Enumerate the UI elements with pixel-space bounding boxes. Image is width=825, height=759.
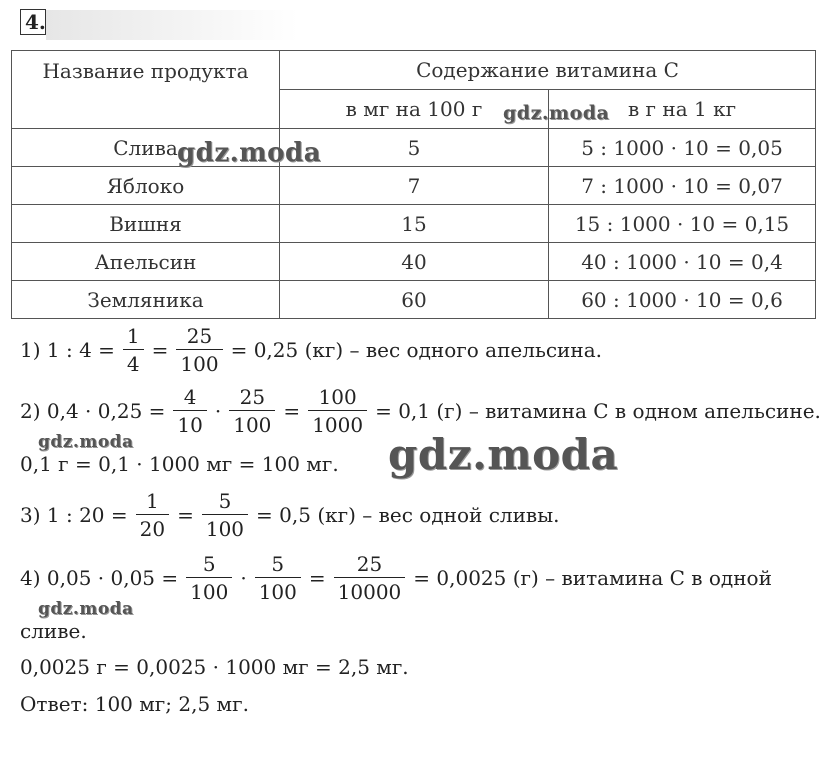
mg-value: 60 <box>280 281 549 319</box>
fraction <box>202 491 248 539</box>
product-name: Яблоко <box>12 167 280 205</box>
answer-line: Ответ: 100 мг; 2,5 мг. <box>20 692 249 716</box>
numerator: 5 <box>271 552 285 576</box>
fraction <box>173 387 206 435</box>
vitamin-table <box>11 50 816 319</box>
solution-step-1 <box>20 326 602 374</box>
solution-step-3 <box>20 491 559 539</box>
equals-sign: = <box>177 503 194 527</box>
numerator: 5 <box>218 489 232 513</box>
denominator: 100 <box>229 410 275 435</box>
fraction <box>255 554 301 602</box>
numerator: 1 <box>126 324 140 348</box>
numerator: 1 <box>146 489 159 513</box>
watermark: gdz.moda <box>388 430 619 479</box>
denominator: 4 <box>123 349 144 374</box>
g-value: 60 : 1000 · 10 = 0,6 <box>549 281 816 319</box>
denominator: 10000 <box>334 577 406 602</box>
solution-step-4 <box>20 554 772 602</box>
multiply-sign: · <box>214 399 222 423</box>
numerator: 25 <box>186 324 213 348</box>
product-name: Земляника <box>12 281 280 319</box>
solution-step-4-conversion: 0,0025 г = 0,0025 · 1000 мг = 2,5 мг. <box>20 655 409 679</box>
table-row <box>12 167 816 205</box>
fraction <box>136 491 169 539</box>
solution-step-2-conversion: 0,1 г = 0,1 · 1000 мг = 100 мг. <box>20 452 339 476</box>
table-row <box>12 281 816 319</box>
header-vitamin-content: Содержание витамина С <box>280 51 816 90</box>
subheader-mg: в мг на 100 г <box>280 90 549 129</box>
denominator: 1000 <box>308 410 367 435</box>
fraction <box>229 387 275 435</box>
numerator: 25 <box>239 385 266 409</box>
watermark: gdz.moda <box>177 138 322 168</box>
fraction <box>308 387 367 435</box>
watermark: gdz.moda <box>503 102 610 124</box>
watermark: gdz.moda <box>38 599 134 619</box>
task-number: 4. <box>20 9 46 35</box>
step-1-prefix: 1) 1 : 4 = <box>20 338 115 362</box>
watermark: gdz.moda <box>38 432 134 452</box>
denominator: 100 <box>186 577 232 602</box>
equals-sign: = <box>283 399 301 423</box>
table-header-row <box>12 51 816 90</box>
step-2-prefix: 2) 0,4 · 0,25 = <box>20 399 166 423</box>
fraction <box>186 554 232 602</box>
table-row <box>12 129 816 167</box>
fraction <box>334 554 406 602</box>
g-value: 7 : 1000 · 10 = 0,07 <box>549 167 816 205</box>
task-number-shade <box>46 10 326 40</box>
fraction <box>123 326 144 374</box>
denominator: 100 <box>255 577 301 602</box>
product-name: Слива <box>12 129 280 167</box>
numerator: 25 <box>356 552 383 576</box>
multiply-sign: · <box>240 566 247 590</box>
table-row <box>12 205 816 243</box>
solution-step-4-continuation: сливе. <box>20 619 87 643</box>
mg-value: 5 <box>280 129 549 167</box>
step-4-prefix: 4) 0,05 · 0,05 = <box>20 566 179 590</box>
step-4-result: = 0,0025 (г) – витамина С в одной <box>413 566 772 590</box>
step-1-result: = 0,25 (кг) – вес одного апельсина. <box>230 338 602 362</box>
g-value: 40 : 1000 · 10 = 0,4 <box>549 243 816 281</box>
numerator: 100 <box>318 385 357 409</box>
mg-value: 7 <box>280 167 549 205</box>
mg-value: 40 <box>280 243 549 281</box>
step-3-result: = 0,5 (кг) – вес одной сливы. <box>256 503 560 527</box>
step-3-prefix: 3) 1 : 20 = <box>20 503 128 527</box>
subheader-g: в г на 1 кг <box>549 90 816 129</box>
numerator: 5 <box>202 552 216 576</box>
denominator: 10 <box>173 410 206 435</box>
product-name: Вишня <box>12 205 280 243</box>
equals-sign: = <box>308 566 326 590</box>
solution-step-2 <box>20 387 821 435</box>
denominator: 100 <box>202 514 248 539</box>
step-2-result: = 0,1 (г) – витамина С в одном апельсине. <box>375 399 821 423</box>
g-value: 15 : 1000 · 10 = 0,15 <box>549 205 816 243</box>
denominator: 100 <box>176 349 222 374</box>
denominator: 20 <box>136 514 169 539</box>
fraction <box>176 326 222 374</box>
header-product-name: Название продукта <box>12 51 280 129</box>
product-name: Апельсин <box>12 243 280 281</box>
equals-sign: = <box>151 338 169 362</box>
g-value: 5 : 1000 · 10 = 0,05 <box>549 129 816 167</box>
mg-value: 15 <box>280 205 549 243</box>
table-row <box>12 243 816 281</box>
numerator: 4 <box>183 385 197 409</box>
